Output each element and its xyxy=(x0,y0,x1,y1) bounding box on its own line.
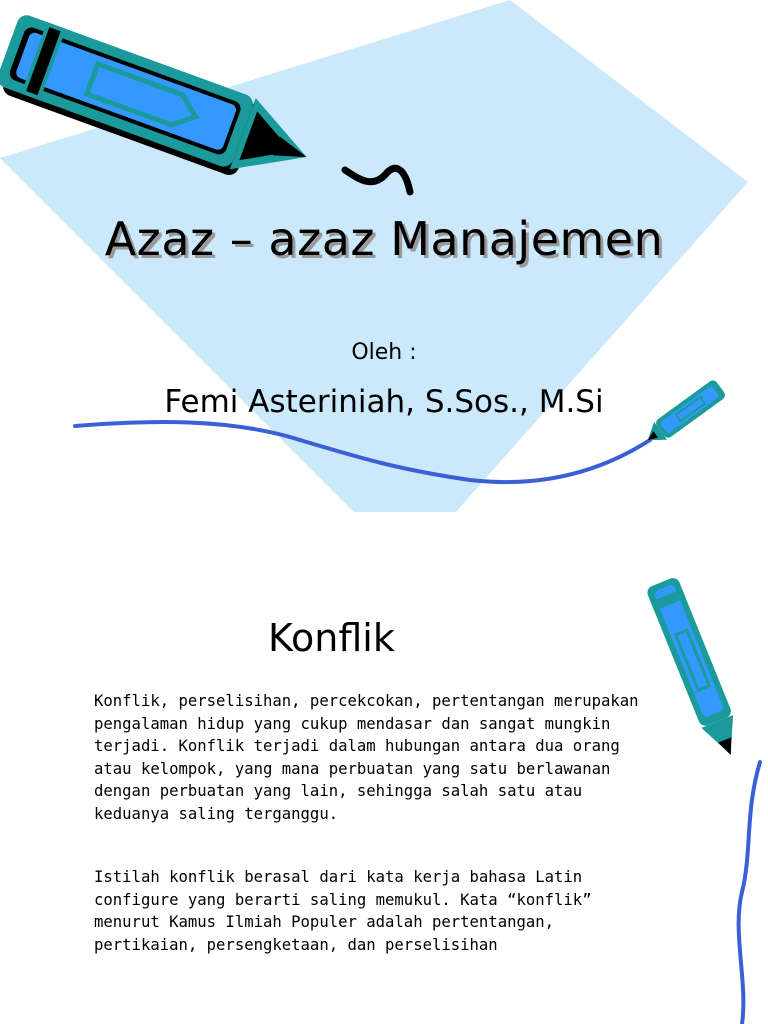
text-line: pertikaian, persengketaan, dan perselisihan xyxy=(94,935,498,954)
text-line: Istilah konflik berasal dari kata kerja bahasa Latin xyxy=(94,868,583,886)
slide1-title: Azaz – azaz Manajemen xyxy=(104,212,664,266)
wavy-line-vertical xyxy=(739,762,760,1024)
author-name: Femi Asteriniah, S.Sos., M.Si xyxy=(164,384,604,420)
by-label: Oleh : xyxy=(351,340,417,365)
slide2-title: Konflik xyxy=(268,616,395,660)
text-line: dengan perbuatan yang lain, sehingga salah satu atau xyxy=(94,782,583,800)
text-line: atau kelompok, yang mana perbuatan yang satu berlawanan xyxy=(94,759,611,778)
text-line: menurut Kamus Ilmiah Populer adalah pertentangan, xyxy=(94,913,555,931)
paragraph-etymology xyxy=(94,866,694,956)
content-slide xyxy=(0,512,768,1024)
text-line: keduanya saling terganggu. xyxy=(94,804,339,823)
text-line: pengalaman hidup yang cukup mendasar dan sangat mungkin xyxy=(94,714,611,733)
text-line: terjadi. Konflik terjadi dalam hubungan antara dua orang xyxy=(94,737,620,755)
text-line: configure yang berarti saling memukul. Kata “konflik” xyxy=(94,890,592,909)
text-line: Konflik, perselisihan, percekcokan, pertentangan merupakan xyxy=(94,692,639,710)
paragraph-definition xyxy=(94,690,694,825)
